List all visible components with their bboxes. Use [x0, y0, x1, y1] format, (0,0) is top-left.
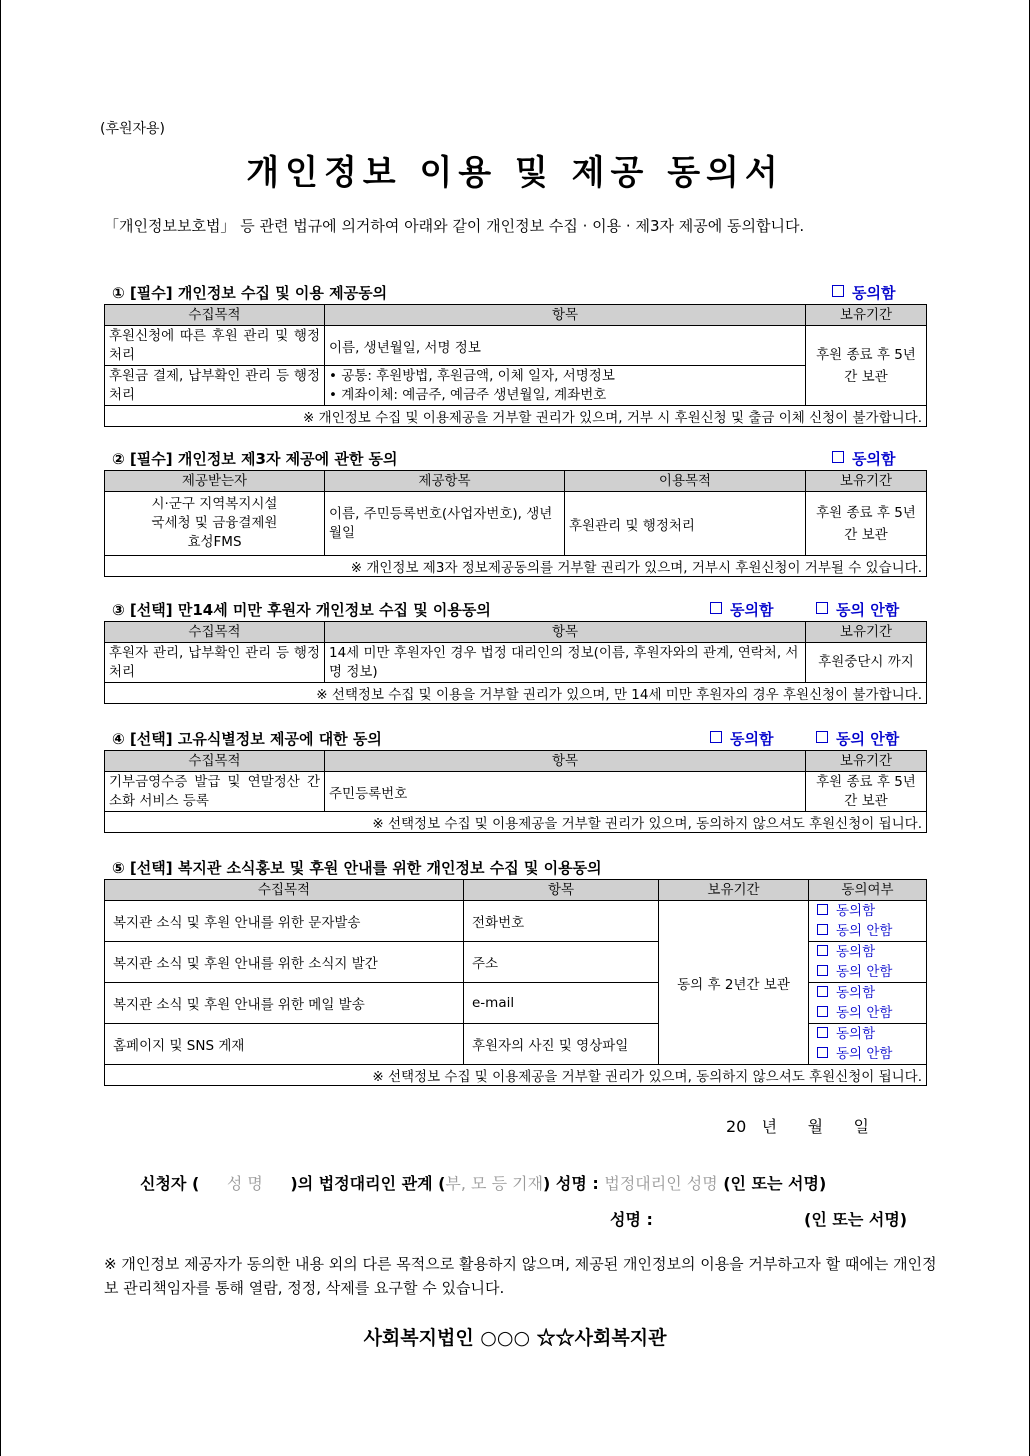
sec3-disagree-checkbox[interactable] [816, 599, 899, 620]
agree-label: 동의함 [836, 944, 876, 960]
representative-name-field[interactable]: 법정대리인 성명 [604, 1174, 718, 1193]
sec5-title: ⑤ [선택] 복지관 소식홍보 및 후원 안내를 위한 개인정보 수집 및 이용동의 [112, 859, 602, 877]
recipient-line: 시·군구 지역복지시설 [151, 496, 278, 512]
sec4-table [104, 750, 927, 833]
period-cell: 후원 종료 후 5년간 보관 [806, 772, 927, 812]
item-cell: 이름, 주민등록번호(사업자번호), 생년월일 [325, 492, 565, 556]
checkbox-icon [710, 731, 722, 743]
item-cell: 전화번호 [464, 901, 659, 942]
checkbox-icon [816, 731, 828, 743]
item-cell: 14세 미만 후원자인 경우 법정 대리인의 정보(이름, 후원자와의 관계, 연락처, 서명 정보) [325, 643, 806, 683]
period-cell: 동의 후 2년간 보관 [659, 901, 809, 1065]
checkbox-icon [817, 1047, 828, 1058]
header-cell: 보유기간 [806, 622, 927, 643]
consent-cell [809, 1024, 927, 1065]
checkbox-icon [832, 451, 844, 463]
header-cell: 제공항목 [325, 471, 565, 492]
agree-label: 동의함 [730, 601, 774, 619]
sec1-table [104, 304, 927, 427]
period-cell: 후원 종료 후 5년간 보관 [806, 326, 927, 406]
seal-label: (인 또는 서명) [723, 1174, 827, 1193]
disagree-label: 동의 안함 [836, 730, 900, 748]
page-left-border [0, 0, 1, 1456]
period-cell: 후원 종료 후 5년간 보관 [806, 492, 927, 556]
sec3-title: ③ [선택] 만14세 미만 후원자 개인정보 수집 및 이용동의 [112, 601, 491, 619]
disagree-checkbox[interactable] [817, 962, 922, 982]
disagree-checkbox[interactable] [817, 1044, 922, 1064]
sec4-note: ※ 선택정보 수집 및 이용제공을 거부할 권리가 있으며, 동의하지 않으셔도 후원신청이 됩니다. [105, 812, 927, 833]
checkbox-icon [817, 904, 828, 915]
agree-checkbox[interactable] [817, 901, 922, 921]
sec5-table [104, 879, 927, 1086]
item-cell [325, 366, 806, 406]
disagree-label: 동의 안함 [836, 923, 893, 939]
disagree-checkbox[interactable] [817, 921, 922, 941]
header-cell: 보유기간 [806, 305, 927, 326]
header-cell: 수집목적 [105, 751, 325, 772]
sec4-agree-checkbox[interactable] [710, 728, 773, 749]
applicant-name-field[interactable]: 성 명 [226, 1174, 263, 1193]
item-cell: 후원자의 사진 및 영상파일 [464, 1024, 659, 1065]
checkbox-icon [817, 945, 828, 956]
disagree-label: 동의 안함 [836, 601, 900, 619]
relation-label: )의 법정대리인 관계 ( [290, 1174, 446, 1193]
header-cell: 수집목적 [105, 622, 325, 643]
usage-label: (후원자용) [100, 121, 166, 137]
header-cell: 수집목적 [105, 305, 325, 326]
header-cell: 이용목적 [565, 471, 806, 492]
sec1-note: ※ 개인정보 수집 및 이용제공을 거부할 권리가 있으며, 거부 시 후원신청 및 출금 이체 신청이 불가합니다. [105, 406, 927, 427]
purpose-cell: 복지관 소식 및 후원 안내를 위한 메일 발송 [105, 983, 464, 1024]
agree-label: 동의함 [730, 730, 774, 748]
checkbox-icon [817, 965, 828, 976]
agree-checkbox[interactable] [817, 1024, 922, 1044]
checkbox-icon [817, 1027, 828, 1038]
organization-name: 사회복지법인 ○○○ ☆☆사회복지관 [363, 1327, 667, 1349]
item-line: • 계좌이체: 예금주, 예금주 생년월일, 계좌번호 [329, 386, 607, 403]
agree-checkbox[interactable] [817, 983, 922, 1003]
item-cell: e-mail [464, 983, 659, 1024]
header-cell: 항목 [464, 880, 659, 901]
checkbox-icon [832, 285, 844, 297]
purpose-cell: 후원신청에 따른 후원 관리 및 행정처리 [105, 326, 325, 366]
name-label-2: 성명 : [610, 1210, 653, 1229]
header-cell: 항목 [325, 751, 806, 772]
agree-label: 동의함 [836, 985, 876, 1001]
header-cell: 보유기간 [659, 880, 809, 901]
sec2-agree-checkbox[interactable] [832, 448, 895, 469]
footnote: ※ 개인정보 제공자가 동의한 내용 외의 다른 목적으로 활용하지 않으며, 제공된 개인정보의 이용을 거부하고자 할 때에는 개인정보 관리책임자를 통해 열람, 정정, 삭제를 요구할 수 있습니다. [104, 1255, 937, 1297]
item-line: • 공통: 후원방법, 후원금액, 이체 일자, 서명정보 [329, 367, 615, 384]
period-cell: 후원중단시 까지 [806, 643, 927, 683]
agree-label: 동의함 [852, 284, 896, 302]
header-cell: 항목 [325, 622, 806, 643]
date-line[interactable]: 20 년 월 일 [726, 1117, 870, 1136]
header-cell: 항목 [325, 305, 806, 326]
consent-cell [809, 942, 927, 983]
agree-label: 동의함 [836, 1026, 876, 1042]
header-cell: 보유기간 [806, 471, 927, 492]
checkbox-icon [710, 602, 722, 614]
purpose-cell: 후원관리 및 행정처리 [565, 492, 806, 556]
header-cell: 수집목적 [105, 880, 464, 901]
seal-label-2: (인 또는 서명) [804, 1210, 908, 1229]
header-cell: 제공받는자 [105, 471, 325, 492]
purpose-cell: 후원자 관리, 납부확인 관리 등 행정처리 [105, 643, 325, 683]
page-title: 개인정보 이용 및 제공 동의서 [246, 153, 784, 193]
relation-field[interactable]: 부, 모 등 기재 [445, 1174, 544, 1193]
purpose-cell: 복지관 소식 및 후원 안내를 위한 문자발송 [105, 901, 464, 942]
item-cell: 주소 [464, 942, 659, 983]
disagree-label: 동의 안함 [836, 1046, 893, 1062]
recipient-line: 국세청 및 금융결제원 [151, 515, 278, 531]
sec4-disagree-checkbox[interactable] [816, 728, 899, 749]
purpose-cell: 기부금영수증 발급 및 연말정산 간소화 서비스 등록 [105, 772, 325, 812]
consent-cell [809, 983, 927, 1024]
agree-label: 동의함 [836, 903, 876, 919]
consent-cell [809, 901, 927, 942]
disagree-checkbox[interactable] [817, 1003, 922, 1023]
purpose-cell: 홈페이지 및 SNS 게재 [105, 1024, 464, 1065]
sec3-agree-checkbox[interactable] [710, 599, 773, 620]
sec1-agree-checkbox[interactable] [832, 282, 895, 303]
purpose-cell: 후원금 결제, 납부확인 관리 등 행정처리 [105, 366, 325, 406]
applicant-prefix: 신청자 ( [140, 1174, 200, 1193]
sec3-note: ※ 선택정보 수집 및 이용을 거부할 권리가 있으며, 만 14세 미만 후원자의 경우 후원신청이 불가합니다. [105, 683, 927, 704]
checkbox-icon [816, 602, 828, 614]
sec2-title: ② [필수] 개인정보 제3자 제공에 관한 동의 [112, 450, 398, 468]
name-label: ) 성명 : [543, 1174, 599, 1193]
recipient-line: 효성FMS [187, 534, 242, 550]
sec5-note: ※ 선택정보 수집 및 이용제공을 거부할 권리가 있으며, 동의하지 않으셔도 후원신청이 됩니다. [105, 1065, 927, 1086]
checkbox-icon [817, 924, 828, 935]
agree-checkbox[interactable] [817, 942, 922, 962]
applicant-signature-line [140, 1171, 826, 1194]
disagree-label: 동의 안함 [836, 1005, 893, 1021]
sec1-title: ① [필수] 개인정보 수집 및 이용 제공동의 [112, 284, 388, 302]
sec2-table [104, 470, 927, 577]
intro-text: 「개인정보보호법」 등 관련 법규에 의거하여 아래와 같이 개인정보 수집 · 이용 · 제3자 제공에 동의합니다. [104, 217, 805, 235]
sec3-table [104, 621, 927, 704]
header-cell: 동의여부 [809, 880, 927, 901]
sec4-title: ④ [선택] 고유식별정보 제공에 대한 동의 [112, 730, 382, 748]
item-cell: 주민등록번호 [325, 772, 806, 812]
header-cell: 보유기간 [806, 751, 927, 772]
disagree-label: 동의 안함 [836, 964, 893, 980]
purpose-cell: 복지관 소식 및 후원 안내를 위한 소식지 발간 [105, 942, 464, 983]
checkbox-icon [817, 986, 828, 997]
signature-line-2 [610, 1207, 907, 1230]
checkbox-icon [817, 1006, 828, 1017]
sec2-note: ※ 개인정보 제3자 정보제공동의를 거부할 권리가 있으며, 거부시 후원신청이 거부될 수 있습니다. [105, 556, 927, 577]
recipient-cell [105, 492, 325, 556]
item-cell: 이름, 생년월일, 서명 정보 [325, 326, 806, 366]
agree-label: 동의함 [852, 450, 896, 468]
